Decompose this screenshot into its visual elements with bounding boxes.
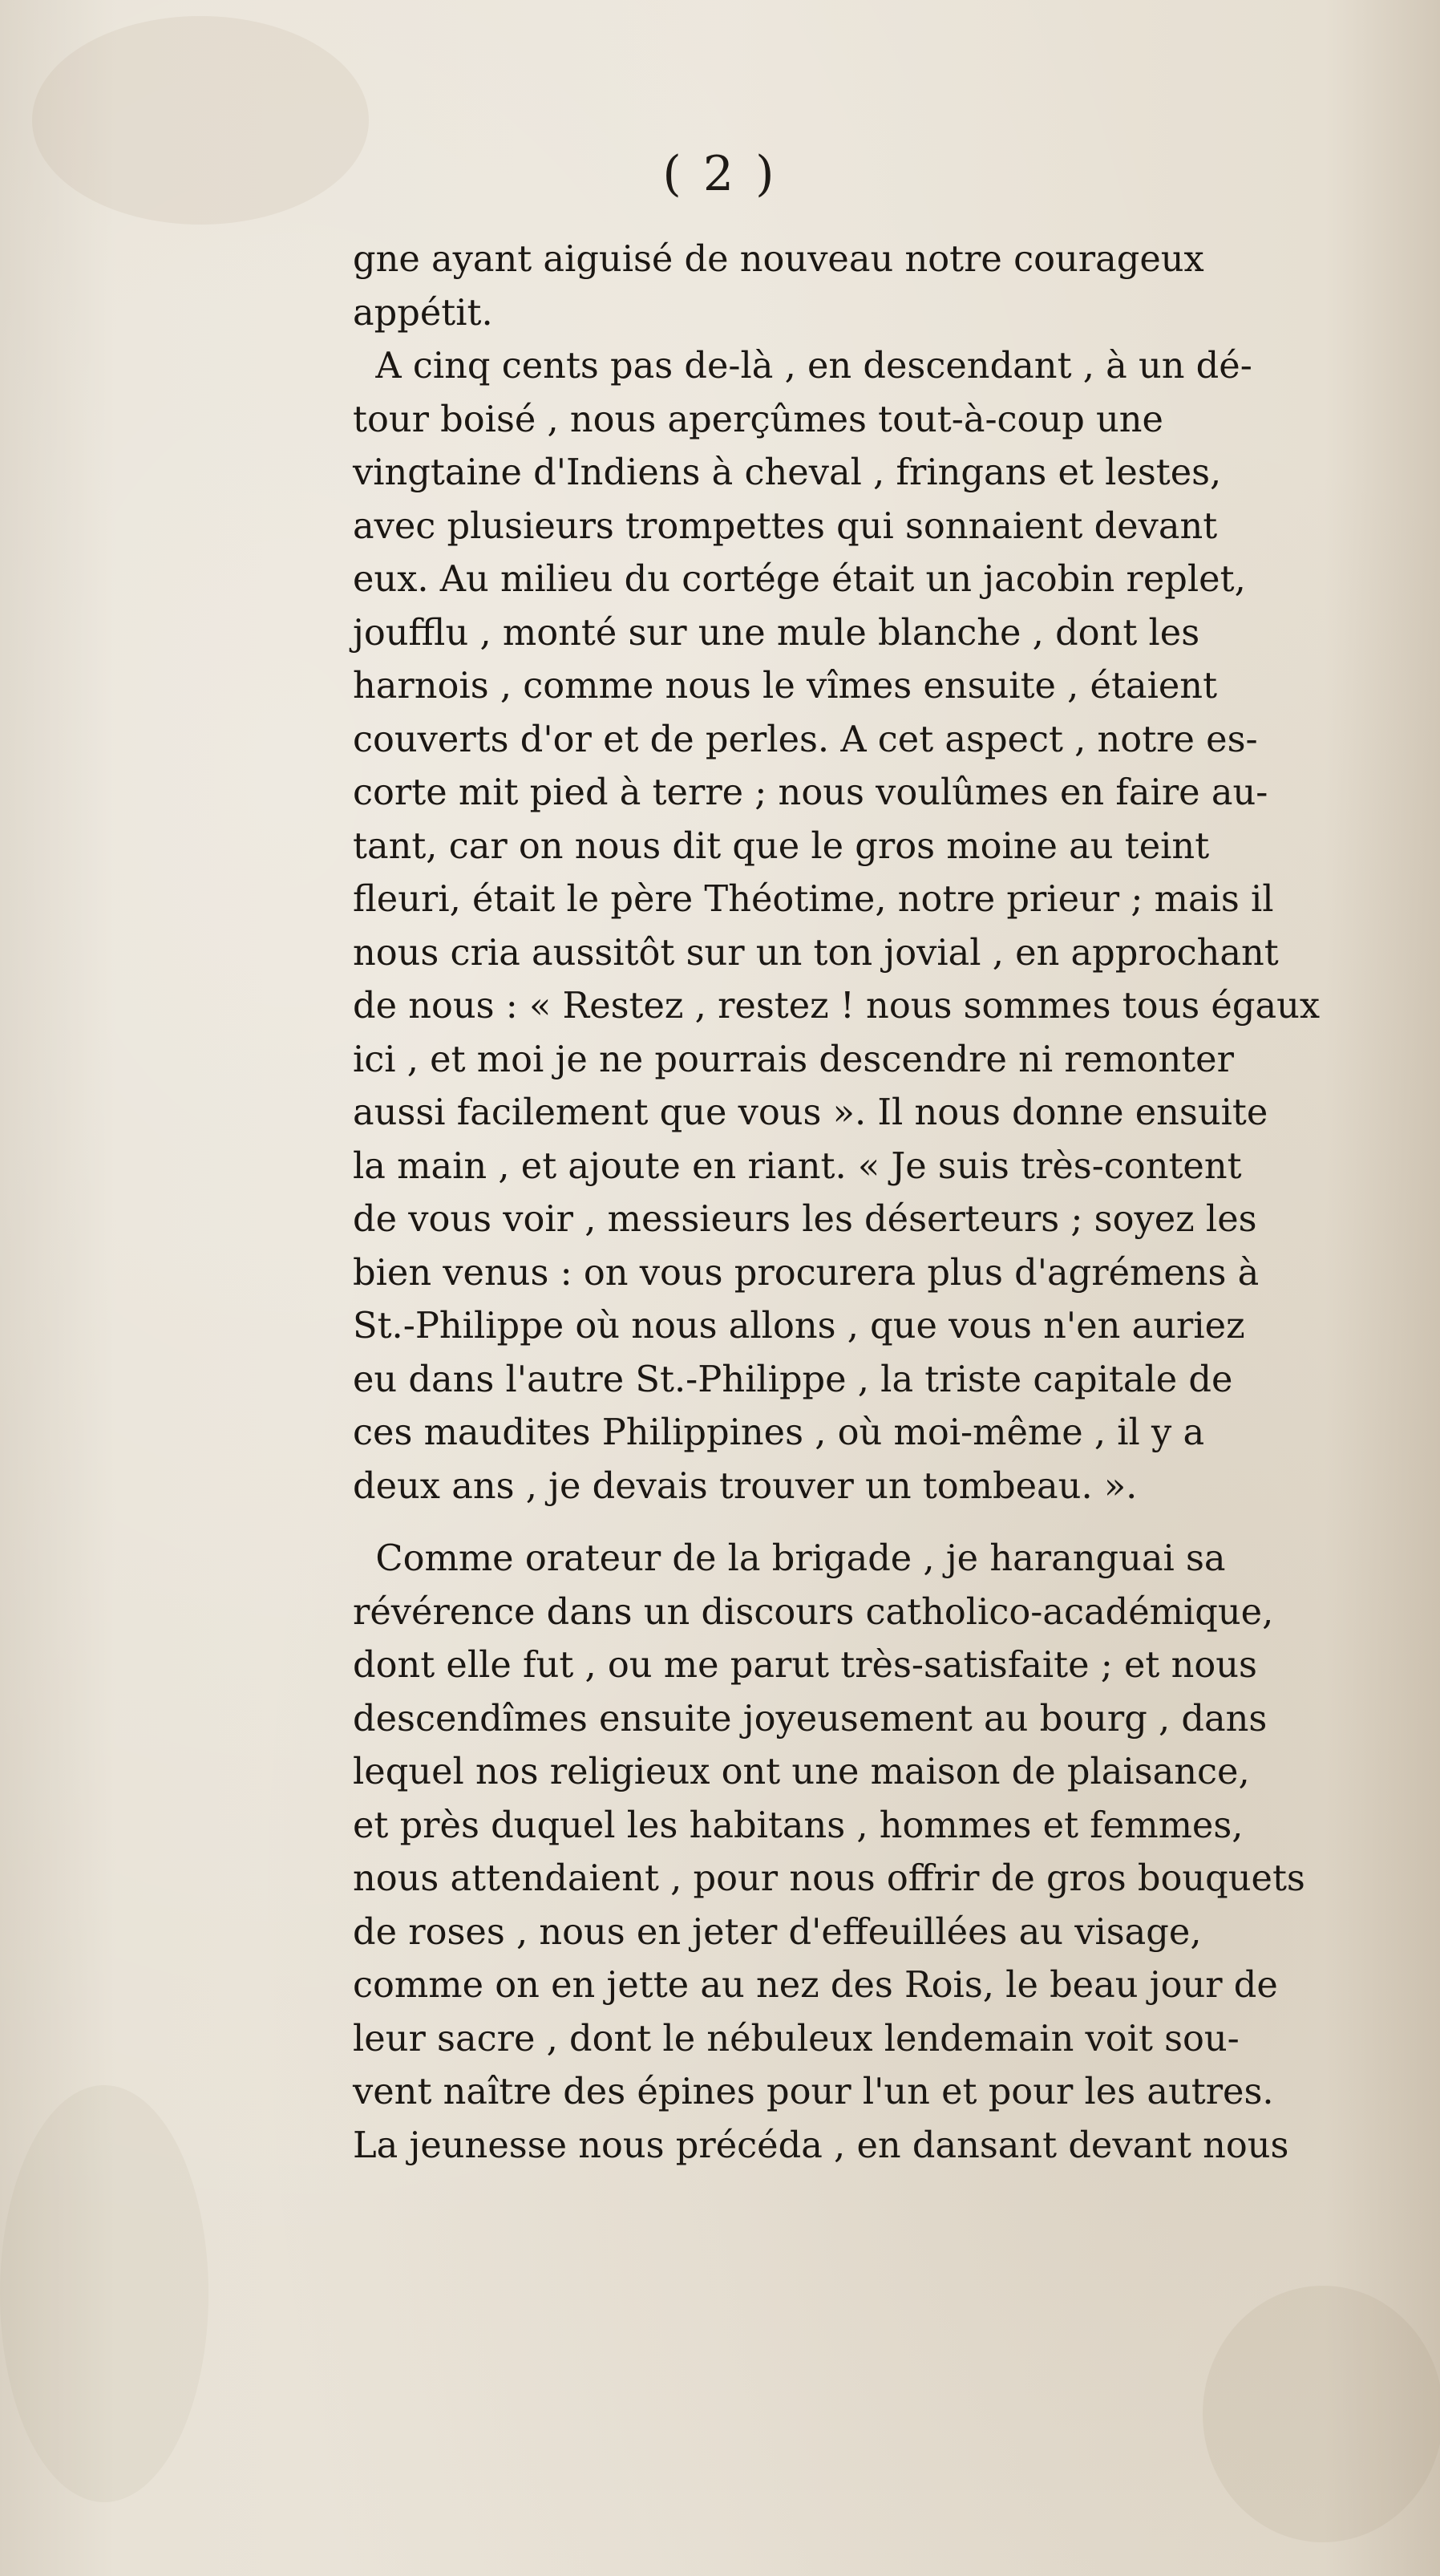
text-line: St.-Philippe où nous allons , que vous n'en auriez <box>353 1304 1245 1347</box>
paper-stain <box>0 2085 208 2502</box>
text-line: Comme orateur de la brigade , je haranguai sa <box>353 1537 1226 1579</box>
text-line: ici , et moi je ne pourrais descendre ni remonter <box>353 1037 1234 1080</box>
text-line: eu dans l'autre St.-Philippe , la triste capitale de <box>353 1357 1233 1400</box>
text-line: et près duquel les habitans , hommes et femmes, <box>353 1803 1244 1846</box>
text-line: la main , et ajoute en riant. « Je suis très-content <box>353 1144 1242 1187</box>
text-line: deux ans , je devais trouver un tombeau. ». <box>353 1464 1138 1507</box>
text-line: leur sacre , dont le nébuleux lendemain voit sou- <box>353 2016 1240 2060</box>
text-line: bien venus : on vous procurera plus d'agrémens à <box>353 1250 1260 1294</box>
text-line: avec plusieurs trompettes qui sonnaient devant <box>353 504 1218 547</box>
text-line: de nous : « Restez , restez ! nous sommes tous égaux <box>353 984 1321 1027</box>
text-line: révérence dans un discours catholico-académique, <box>353 1590 1274 1633</box>
text-line: nous cria aussitôt sur un ton jovial , en approchant <box>353 930 1279 974</box>
text-line: eux. Au milieu du cortége était un jacobin replet, <box>353 557 1246 600</box>
text-line: couverts d'or et de perles. A cet aspect , notre es- <box>353 717 1258 760</box>
text-line: aussi facilement que vous ». Il nous donne ensuite <box>353 1091 1268 1133</box>
text-line: nous attendaient , pour nous offrir de gros bouquets <box>353 1857 1305 1899</box>
text-line: A cinq cents pas de-là , en descendant , à un dé- <box>353 344 1252 387</box>
text-line: La jeunesse nous précéda , en dansant devant nous <box>353 2123 1289 2166</box>
text-line: appétit. <box>353 290 493 334</box>
text-line: fleuri, était le père Théotime, notre prieur ; mais il <box>353 877 1274 920</box>
text-line: descendîmes ensuite joyeusement au bourg , dans <box>353 1696 1268 1740</box>
text-line: de roses , nous en jeter d'effeuillées au visage, <box>353 1910 1202 1953</box>
text-line: dont elle fut , ou me parut très-satisfaite ; et nous <box>353 1643 1257 1686</box>
text-line: lequel nos religieux ont une maison de plaisance, <box>353 1750 1250 1792</box>
text-line: de vous voir , messieurs les déserteurs ; soyez les <box>353 1197 1257 1240</box>
page-number: ( 2 ) <box>662 146 778 202</box>
paper-stain <box>1203 2286 1440 2542</box>
text-line: vent naître des épines pour l'un et pour les autres. <box>353 2070 1274 2112</box>
text-line: comme on en jette au nez des Rois, le beau jour de <box>353 1963 1278 2006</box>
text-line: ces maudites Philippines , où moi-même , il y a <box>353 1411 1205 1453</box>
text-line: gne ayant aiguisé de nouveau notre courageux <box>353 237 1204 280</box>
text-line: joufflu , monté sur une mule blanche , dont les <box>353 610 1200 654</box>
text-line: tant, car on nous dit que le gros moine au teint <box>353 824 1210 867</box>
text-line: tour boisé , nous aperçûmes tout-à-coup une <box>353 397 1163 440</box>
text-line: corte mit pied à terre ; nous voulûmes en faire au- <box>353 771 1268 813</box>
text-line: vingtaine d'Indiens à cheval , fringans et lestes, <box>353 451 1222 493</box>
text-line: harnois , comme nous le vîmes ensuite , étaient <box>353 664 1218 707</box>
body-text <box>353 233 1440 2172</box>
